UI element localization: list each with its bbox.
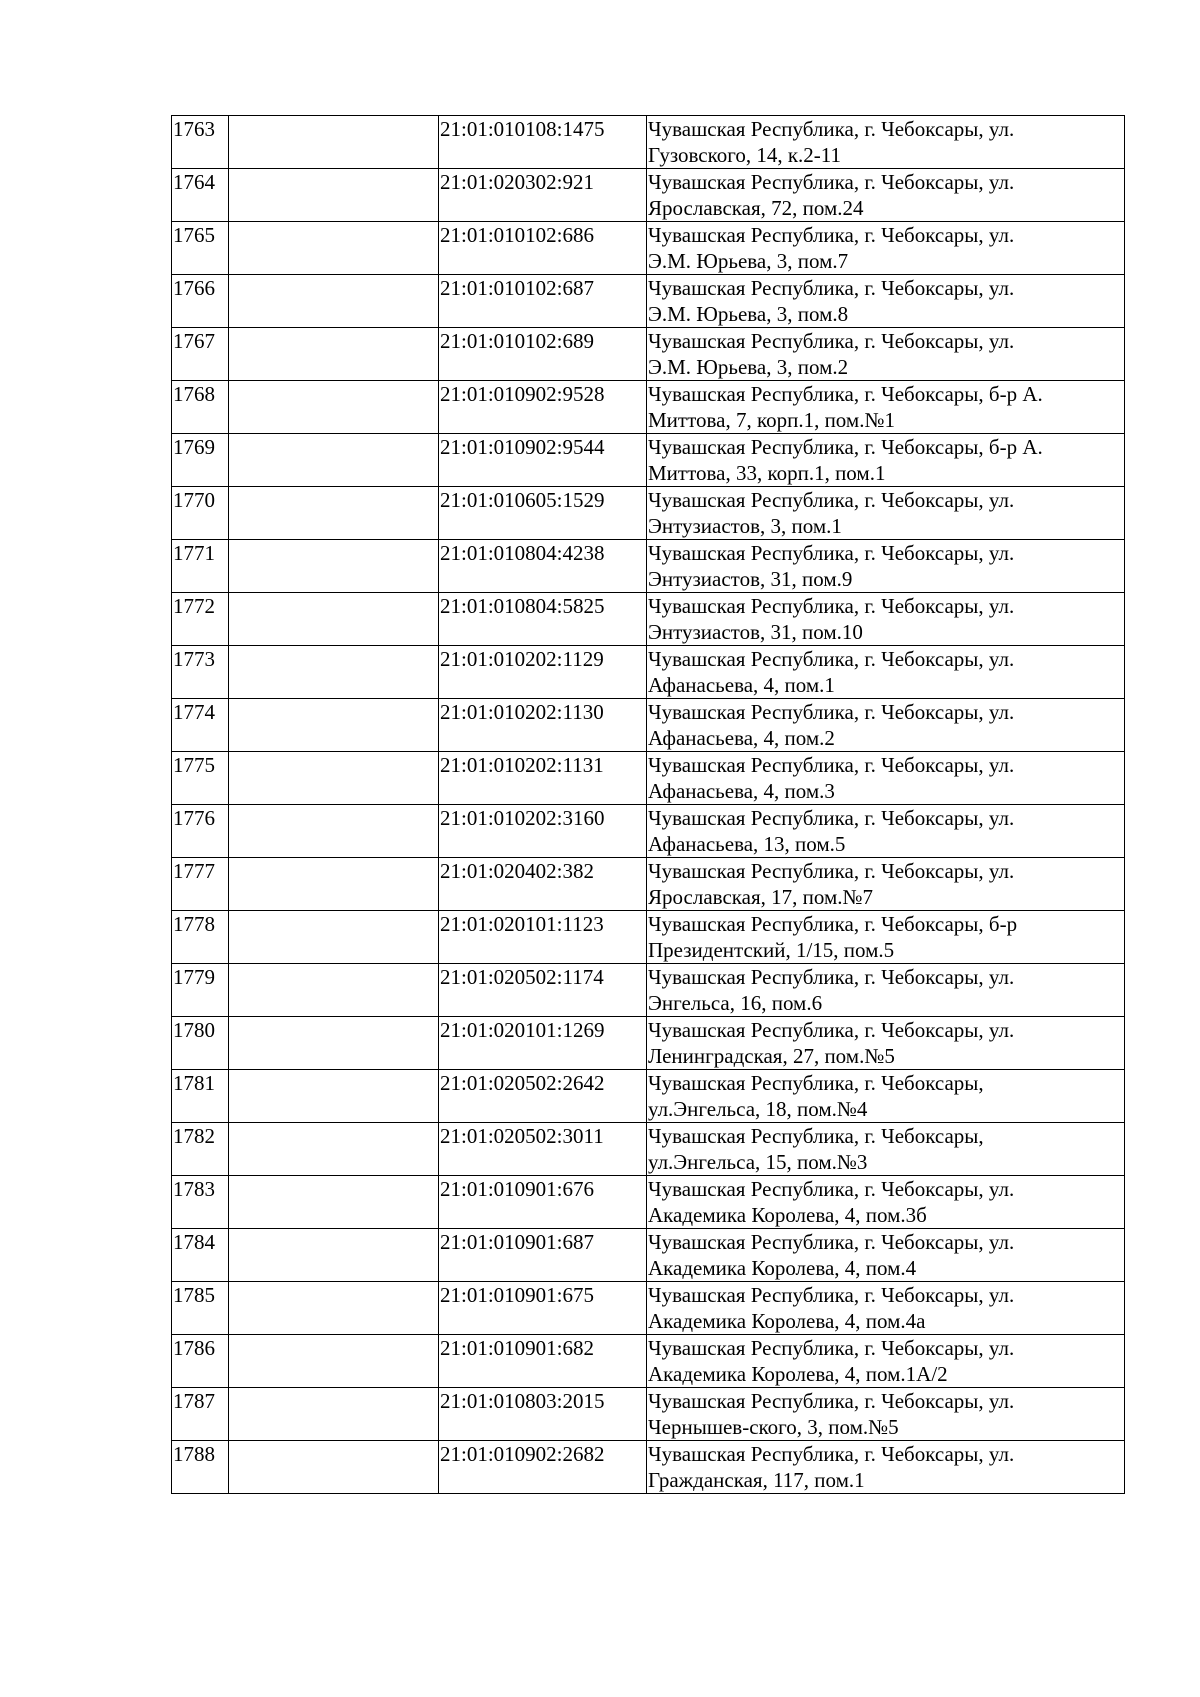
address-cell: [647, 1229, 1125, 1282]
cadastral-number-cell: 21:01:010901:675: [439, 1282, 647, 1335]
address-line-2: Афанасьева, 4, пом.2: [648, 726, 835, 750]
address-cell: [647, 911, 1125, 964]
row-number-cell: 1776: [172, 805, 229, 858]
address-cell: [647, 275, 1125, 328]
owner-cell: [229, 381, 439, 434]
address-line-1: Чувашская Республика, г. Чебоксары, ул.: [648, 117, 1015, 141]
owner-cell: [229, 1070, 439, 1123]
address-line-1: Чувашская Республика, г. Чебоксары, ул.: [648, 488, 1015, 512]
row-number-cell: 1783: [172, 1176, 229, 1229]
address-line-2: Академика Королева, 4, пом.3б: [648, 1203, 927, 1227]
owner-cell: [229, 1441, 439, 1494]
address-cell: [647, 1176, 1125, 1229]
table-body: [172, 116, 1125, 1494]
address-cell: [647, 752, 1125, 805]
address-line-2: ул.Энгельса, 18, пом.№4: [648, 1097, 868, 1121]
address-line-2: Энтузиастов, 3, пом.1: [648, 514, 842, 538]
address-line-1: Чувашская Республика, г. Чебоксары,: [648, 1124, 984, 1148]
address-line-2: Гузовского, 14, к.2-11: [648, 143, 842, 167]
table-row: [172, 1388, 1125, 1441]
address-line-2: Миттова, 33, корп.1, пом.1: [648, 461, 886, 485]
cadastral-number-cell: 21:01:010102:687: [439, 275, 647, 328]
address-cell: [647, 805, 1125, 858]
cadastral-number-cell: 21:01:010202:3160: [439, 805, 647, 858]
owner-cell: [229, 1282, 439, 1335]
address-line-1: Чувашская Республика, г. Чебоксары, ул.: [648, 1389, 1015, 1413]
cadastral-number-cell: 21:01:020101:1269: [439, 1017, 647, 1070]
row-number-cell: 1787: [172, 1388, 229, 1441]
address-cell: [647, 116, 1125, 169]
row-number-cell: 1786: [172, 1335, 229, 1388]
address-cell: [647, 1017, 1125, 1070]
cadastral-number-cell: 21:01:020502:2642: [439, 1070, 647, 1123]
row-number-cell: 1771: [172, 540, 229, 593]
row-number-cell: 1767: [172, 328, 229, 381]
owner-cell: [229, 1335, 439, 1388]
address-line-2: Энтузиастов, 31, пом.9: [648, 567, 853, 591]
owner-cell: [229, 222, 439, 275]
row-number-cell: 1782: [172, 1123, 229, 1176]
row-number-cell: 1777: [172, 858, 229, 911]
table-row: [172, 1335, 1125, 1388]
table-row: [172, 275, 1125, 328]
table-row: [172, 116, 1125, 169]
row-number-cell: 1774: [172, 699, 229, 752]
row-number-cell: 1772: [172, 593, 229, 646]
address-cell: [647, 487, 1125, 540]
address-line-1: Чувашская Республика, г. Чебоксары, ул.: [648, 700, 1015, 724]
cadastral-number-cell: 21:01:020302:921: [439, 169, 647, 222]
cadastral-number-cell: 21:01:010901:682: [439, 1335, 647, 1388]
row-number-cell: 1784: [172, 1229, 229, 1282]
owner-cell: [229, 752, 439, 805]
cadastral-number-cell: 21:01:010901:687: [439, 1229, 647, 1282]
address-line-2: Академика Королева, 4, пом.4: [648, 1256, 917, 1280]
address-line-1: Чувашская Республика, г. Чебоксары, ул.: [648, 1177, 1015, 1201]
row-number-cell: 1769: [172, 434, 229, 487]
table-row: [172, 646, 1125, 699]
owner-cell: [229, 1229, 439, 1282]
address-line-1: Чувашская Республика, г. Чебоксары, ул.: [648, 859, 1015, 883]
address-cell: [647, 381, 1125, 434]
address-line-2: Президентский, 1/15, пом.5: [648, 938, 895, 962]
table-row: [172, 699, 1125, 752]
row-number-cell: 1773: [172, 646, 229, 699]
address-cell: [647, 1282, 1125, 1335]
address-line-1: Чувашская Республика, г. Чебоксары, б-р А.: [648, 382, 1043, 406]
row-number-cell: 1770: [172, 487, 229, 540]
address-cell: [647, 434, 1125, 487]
address-line-2: Э.М. Юрьева, 3, пом.8: [648, 302, 849, 326]
cadastral-number-cell: 21:01:010902:9528: [439, 381, 647, 434]
owner-cell: [229, 911, 439, 964]
address-line-1: Чувашская Республика, г. Чебоксары, ул.: [648, 1442, 1015, 1466]
row-number-cell: 1766: [172, 275, 229, 328]
table-row: [172, 1123, 1125, 1176]
address-line-2: ул.Энгельса, 15, пом.№3: [648, 1150, 868, 1174]
address-line-1: Чувашская Республика, г. Чебоксары,: [648, 1071, 984, 1095]
owner-cell: [229, 169, 439, 222]
address-line-2: Ленинградская, 27, пом.№5: [648, 1044, 895, 1068]
address-line-1: Чувашская Республика, г. Чебоксары, ул.: [648, 1018, 1015, 1042]
address-line-1: Чувашская Республика, г. Чебоксары, ул.: [648, 276, 1015, 300]
address-cell: [647, 593, 1125, 646]
row-number-cell: 1778: [172, 911, 229, 964]
owner-cell: [229, 699, 439, 752]
row-number-cell: 1788: [172, 1441, 229, 1494]
address-cell: [647, 328, 1125, 381]
cadastral-number-cell: 21:01:010108:1475: [439, 116, 647, 169]
address-cell: [647, 699, 1125, 752]
address-line-1: Чувашская Республика, г. Чебоксары, ул.: [648, 753, 1015, 777]
table-row: [172, 1070, 1125, 1123]
owner-cell: [229, 487, 439, 540]
address-cell: [647, 646, 1125, 699]
cadastral-number-cell: 21:01:020502:1174: [439, 964, 647, 1017]
table-row: [172, 858, 1125, 911]
address-line-2: Ярославская, 17, пом.№7: [648, 885, 874, 909]
cadastral-number-cell: 21:01:010605:1529: [439, 487, 647, 540]
owner-cell: [229, 1123, 439, 1176]
row-number-cell: 1781: [172, 1070, 229, 1123]
address-cell: [647, 169, 1125, 222]
cadastral-number-cell: 21:01:010202:1131: [439, 752, 647, 805]
cadastral-number-cell: 21:01:010202:1129: [439, 646, 647, 699]
owner-cell: [229, 964, 439, 1017]
table-row: [172, 328, 1125, 381]
owner-cell: [229, 1017, 439, 1070]
table-row: [172, 593, 1125, 646]
address-line-2: Э.М. Юрьева, 3, пом.7: [648, 249, 849, 273]
address-line-1: Чувашская Республика, г. Чебоксары, ул.: [648, 170, 1015, 194]
address-cell: [647, 858, 1125, 911]
row-number-cell: 1763: [172, 116, 229, 169]
address-line-2: Ярославская, 72, пом.24: [648, 196, 864, 220]
cadastral-number-cell: 21:01:010804:4238: [439, 540, 647, 593]
table-row: [172, 540, 1125, 593]
row-number-cell: 1785: [172, 1282, 229, 1335]
row-number-cell: 1775: [172, 752, 229, 805]
table-row: [172, 1441, 1125, 1494]
address-cell: [647, 540, 1125, 593]
cadastral-number-cell: 21:01:010803:2015: [439, 1388, 647, 1441]
row-number-cell: 1768: [172, 381, 229, 434]
cadastral-number-cell: 21:01:010102:686: [439, 222, 647, 275]
address-line-2: Афанасьева, 4, пом.1: [648, 673, 835, 697]
address-line-1: Чувашская Республика, г. Чебоксары, ул.: [648, 541, 1015, 565]
table-row: [172, 1017, 1125, 1070]
address-line-2: Энтузиастов, 31, пом.10: [648, 620, 863, 644]
owner-cell: [229, 275, 439, 328]
row-number-cell: 1764: [172, 169, 229, 222]
address-line-2: Энгельса, 16, пом.6: [648, 991, 823, 1015]
address-line-1: Чувашская Республика, г. Чебоксары, ул.: [648, 965, 1015, 989]
owner-cell: [229, 1388, 439, 1441]
cadastral-number-cell: 21:01:010202:1130: [439, 699, 647, 752]
address-line-1: Чувашская Республика, г. Чебоксары, б-р: [648, 912, 1018, 936]
cadastral-number-cell: 21:01:010804:5825: [439, 593, 647, 646]
cadastral-number-cell: 21:01:010901:676: [439, 1176, 647, 1229]
address-line-1: Чувашская Республика, г. Чебоксары, б-р А.: [648, 435, 1043, 459]
owner-cell: [229, 1176, 439, 1229]
address-cell: [647, 1441, 1125, 1494]
owner-cell: [229, 328, 439, 381]
table-row: [172, 964, 1125, 1017]
address-line-1: Чувашская Республика, г. Чебоксары, ул.: [648, 329, 1015, 353]
address-line-2: Чернышев-ского, 3, пом.№5: [648, 1415, 899, 1439]
address-line-2: Академика Королева, 4, пом.1А/2: [648, 1362, 948, 1386]
address-line-2: Афанасьева, 4, пом.3: [648, 779, 835, 803]
row-number-cell: 1779: [172, 964, 229, 1017]
address-line-2: Академика Королева, 4, пом.4а: [648, 1309, 926, 1333]
table-row: [172, 487, 1125, 540]
table-row: [172, 222, 1125, 275]
address-line-1: Чувашская Республика, г. Чебоксары, ул.: [648, 647, 1015, 671]
row-number-cell: 1780: [172, 1017, 229, 1070]
owner-cell: [229, 858, 439, 911]
address-cell: [647, 1335, 1125, 1388]
property-registry-table: [171, 115, 1125, 1494]
address-line-1: Чувашская Республика, г. Чебоксары, ул.: [648, 594, 1015, 618]
owner-cell: [229, 116, 439, 169]
table-row: [172, 1176, 1125, 1229]
address-line-1: Чувашская Республика, г. Чебоксары, ул.: [648, 1283, 1015, 1307]
address-cell: [647, 1123, 1125, 1176]
address-line-2: Миттова, 7, корп.1, пом.№1: [648, 408, 895, 432]
address-line-1: Чувашская Республика, г. Чебоксары, ул.: [648, 1336, 1015, 1360]
address-line-1: Чувашская Республика, г. Чебоксары, ул.: [648, 223, 1015, 247]
owner-cell: [229, 646, 439, 699]
address-line-2: Э.М. Юрьева, 3, пом.2: [648, 355, 849, 379]
address-line-2: Гражданская, 117, пом.1: [648, 1468, 865, 1492]
owner-cell: [229, 434, 439, 487]
table-row: [172, 169, 1125, 222]
table-row: [172, 434, 1125, 487]
cadastral-number-cell: 21:01:020101:1123: [439, 911, 647, 964]
table-row: [172, 1282, 1125, 1335]
cadastral-number-cell: 21:01:010102:689: [439, 328, 647, 381]
address-cell: [647, 1388, 1125, 1441]
address-cell: [647, 1070, 1125, 1123]
address-line-2: Афанасьева, 13, пом.5: [648, 832, 846, 856]
address-line-1: Чувашская Республика, г. Чебоксары, ул.: [648, 1230, 1015, 1254]
table-row: [172, 805, 1125, 858]
cadastral-number-cell: 21:01:010902:2682: [439, 1441, 647, 1494]
owner-cell: [229, 593, 439, 646]
owner-cell: [229, 540, 439, 593]
cadastral-number-cell: 21:01:020402:382: [439, 858, 647, 911]
cadastral-number-cell: 21:01:010902:9544: [439, 434, 647, 487]
table-row: [172, 911, 1125, 964]
owner-cell: [229, 805, 439, 858]
table-row: [172, 381, 1125, 434]
row-number-cell: 1765: [172, 222, 229, 275]
address-cell: [647, 964, 1125, 1017]
table-row: [172, 752, 1125, 805]
table-row: [172, 1229, 1125, 1282]
address-cell: [647, 222, 1125, 275]
address-line-1: Чувашская Республика, г. Чебоксары, ул.: [648, 806, 1015, 830]
cadastral-number-cell: 21:01:020502:3011: [439, 1123, 647, 1176]
